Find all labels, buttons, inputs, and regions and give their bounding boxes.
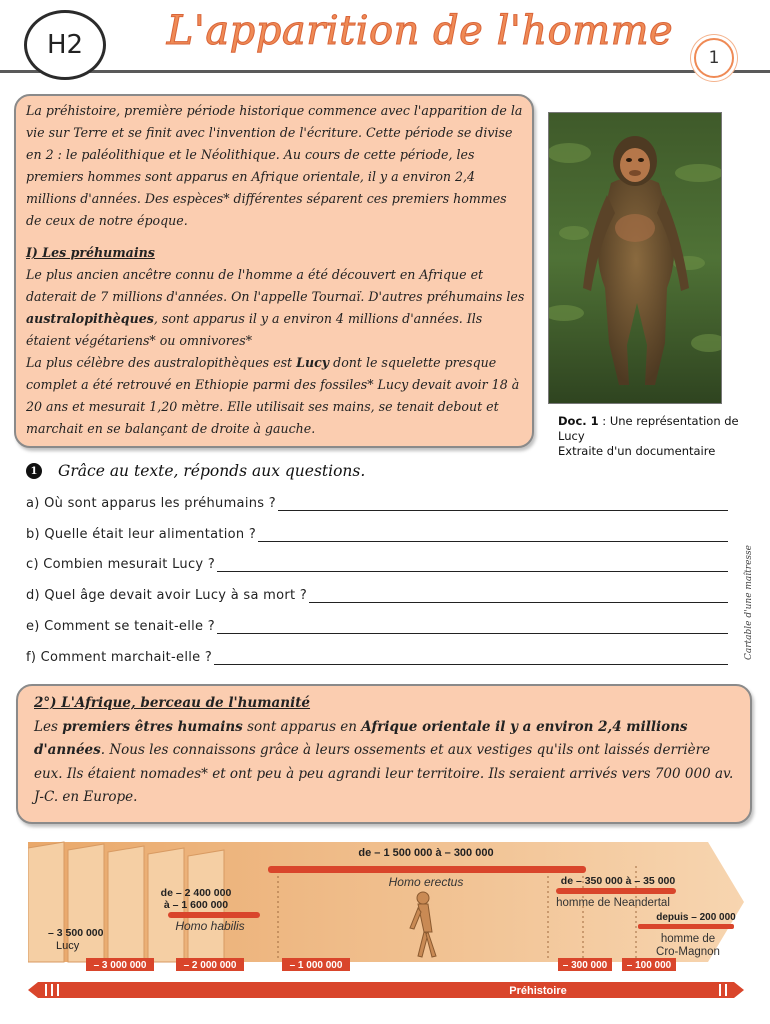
section2-text-3: . Nous les connaissons grâce à leurs ossements et aux vestiges qu'ils ont laissés derrière eux. Ils étaient nomades* et ont peu à peu agrandi leur territoire. Ils seraient arrivés vers 700 000 av. J-C. en Europe.	[34, 742, 734, 805]
lucy-date: – 3 500 000	[48, 927, 104, 939]
question-f	[26, 650, 728, 665]
homo-erectus-bar	[268, 866, 586, 873]
homo-habilis-range-2: à – 1 600 000	[163, 899, 229, 911]
question-a	[26, 496, 728, 511]
page-number: 1	[694, 38, 734, 78]
section2-text-2: sont apparus en	[242, 718, 362, 735]
section1-heading: I) Les préhumains	[26, 245, 155, 260]
lucy-text-a: La plus célèbre des australopithèques est	[26, 355, 297, 370]
homo-habilis-bar	[168, 912, 260, 918]
question-b	[26, 527, 728, 542]
chapter-badge: H2	[24, 10, 106, 80]
neandertal-range: de – 350 000 à – 35 000	[560, 875, 676, 887]
header-rule	[0, 70, 770, 73]
answer-line-a[interactable]	[278, 498, 728, 511]
question-b-text: b) Quelle était leur alimentation ?	[26, 527, 257, 542]
intro-paragraph: La préhistoire, première période historique commence avec l'apparition de la vie sur Terre et se finit avec l'invention de l'écriture. Cette période se divise en 2 : le paléolithique et le Néolithique. Au cours de cette période, les premiers hommes sont apparus en Afrique orientale, il y a environ 2,4 millions d'années. Des espèces* différentes séparent ces premiers hommes de ceux de notre époque.	[26, 103, 523, 228]
tick-2000000: – 2 000 000	[183, 960, 237, 971]
question-e	[26, 619, 728, 634]
neandertal-bar	[556, 888, 676, 894]
section2-bold-2: Afrique orientale il y a environ 2,4 millions d'années	[34, 718, 688, 758]
cromagnon-range: depuis – 200 000	[656, 912, 736, 923]
section2-panel	[16, 684, 752, 824]
answer-line-e[interactable]	[217, 621, 728, 634]
watermark: Cartable d'une maîtresse	[744, 545, 754, 660]
section2-heading: 2°) L'Afrique, berceau de l'humanité	[34, 695, 311, 711]
question-f-text: f) Comment marchait-elle ?	[26, 650, 213, 665]
homo-erectus-range: de – 1 500 000 à – 300 000	[358, 847, 494, 859]
questions-heading-text: Grâce au texte, réponds aux questions.	[58, 462, 366, 480]
intro-panel	[14, 94, 534, 448]
tick-300000: – 300 000	[562, 960, 608, 971]
section2-bold-1: premiers êtres humains	[62, 718, 243, 735]
tick-100000: – 100 000	[626, 960, 672, 971]
lucy-text-b: dont le squelette presque complet a été retrouvé en Ethiopie parmi des fossiles* Lucy devait avoir 18 à 20 ans et mesurait 1,20 mètre. Elle utilisait ses mains, se tenait debout et marchait en se balançant de droite à gauche.	[26, 355, 520, 436]
section1-text-b: , sont apparus il y a environ 4 millions d'années. Ils étaient végétariens* ou omnivores*	[26, 311, 483, 348]
homo-habilis-range-1: de – 2 400 000	[160, 887, 232, 899]
homo-erectus-label: Homo erectus	[388, 875, 464, 889]
lucy-term: Lucy	[296, 355, 330, 370]
question-e-text: e) Comment se tenait-elle ?	[26, 619, 215, 634]
section1-text-a: Le plus ancien ancêtre connu de l'homme a été découvert en Afrique et daterait de 7 millions d'années. On l'appelle Tournaï. D'autres préhumains les	[26, 267, 525, 304]
question-d	[26, 588, 728, 603]
lucy-photo	[548, 112, 722, 404]
neandertal-label: homme de Neandertal	[556, 897, 670, 909]
lucy-label: Lucy	[56, 940, 80, 952]
cromagnon-label-2: Cro-Magnon	[656, 946, 720, 958]
section2-text-1: Les	[34, 718, 63, 735]
section2-text	[34, 716, 742, 810]
answer-line-b[interactable]	[258, 529, 728, 542]
human-evolution-timeline	[28, 836, 744, 1004]
prehistoire-bar	[28, 982, 744, 998]
question-a-text: a) Où sont apparus les préhumains ?	[26, 496, 276, 511]
section1-text	[26, 264, 526, 352]
page-title: L'apparition de l'homme	[166, 8, 674, 54]
answer-line-c[interactable]	[217, 559, 728, 572]
homo-habilis-label: Homo habilis	[175, 919, 245, 933]
question-c	[26, 557, 728, 572]
caption-text: : Une représentation de Lucy	[558, 414, 739, 443]
tick-3000000: – 3 000 000	[93, 960, 147, 971]
photo-caption	[558, 414, 748, 459]
bullet-number-icon: 1	[26, 463, 42, 479]
caption-source: Extraite d'un documentaire	[558, 444, 716, 458]
australopitheques-term: australopithèques	[26, 311, 154, 326]
answer-line-d[interactable]	[309, 590, 728, 603]
cromagnon-label-1: homme de	[660, 933, 716, 945]
prehistoire-label: Préhistoire	[509, 985, 567, 997]
tick-1000000: – 1 000 000	[289, 960, 343, 971]
lucy-text	[26, 352, 526, 440]
questions-heading	[26, 462, 365, 480]
cromagnon-bar	[638, 924, 734, 929]
question-d-text: d) Quel âge devait avoir Lucy à sa mort ?	[26, 588, 308, 603]
question-c-text: c) Combien mesurait Lucy ?	[26, 557, 216, 572]
answer-line-f[interactable]	[214, 652, 728, 665]
caption-label: Doc. 1	[558, 414, 599, 428]
